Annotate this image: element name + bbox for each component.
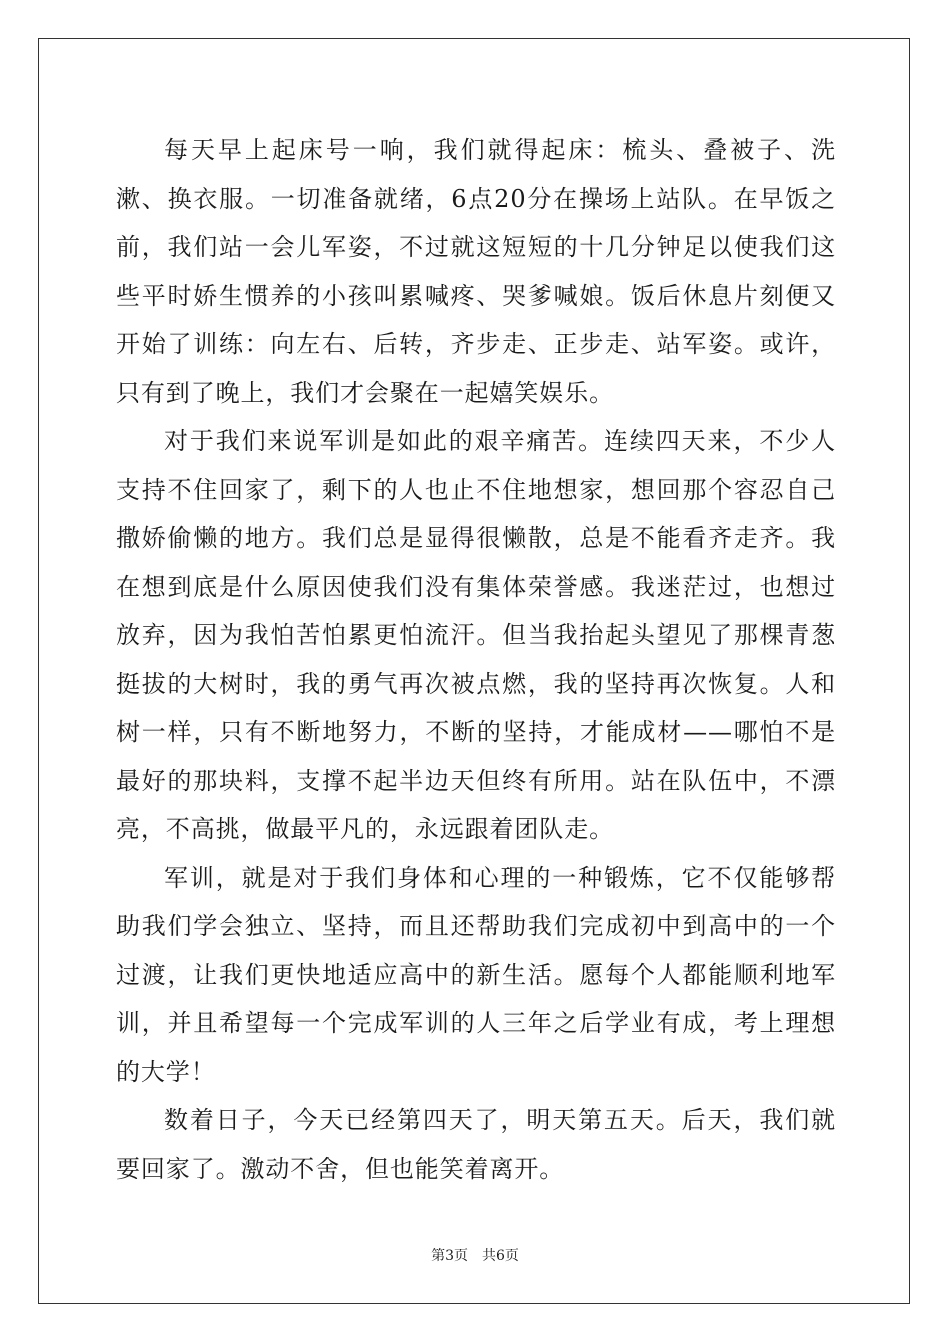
paragraph-4: 数着日子，今天已经第四天了，明天第五天。后天，我们就要回家了。激动不舍，但也能笑着离开。 [116,1106,836,1183]
page-number-footer: 第3页 共6页 [431,1248,519,1264]
paragraph-3: 军训，就是对于我们身体和心理的一种锻炼，它不仅能够帮助我们学会独立、坚持，而且还帮助我们完成初中到高中的一个过渡，让我们更快地适应高中的新生活。愿每个人都能顺利地军训，并且希望每一个完成军训的人三年之后学业有成，考上理想的大学！ [116,863,836,1086]
paragraph-1: 每天早上起床号一响，我们就得起床：梳头、叠被子、洗漱、换衣服。一切准备就绪，6点20分在操场上站队。在早饭之前，我们站一会儿军姿，不过就这短短的十几分钟足以使我们这些平时娇生惯养的小孩叫累喊疼、哭爹喊娘。饭后休息片刻便又开始了训练：向左右、后转，齐步走、正步走、站军姿。或许，只有到了晚上，我们才会聚在一起嬉笑娱乐。 [116,136,836,407]
paragraph-2: 对于我们来说军训是如此的艰辛痛苦。连续四天来，不少人支持不住回家了，剩下的人也止不住地想家，想回那个容忍自己撒娇偷懒的地方。我们总是显得很懒散，总是不能看齐走齐。我在想到底是什么原因使我们没有集体荣誉感。我迷茫过，也想过放弃，因为我怕苦怕累更怕流汗。但当我抬起头望见了那棵青葱挺拔的大树时，我的勇气再次被点燃，我的坚持再次恢复。人和树一样，只有不断地努力，不断的坚持，才能成材——哪怕不是最好的那块料，支撑不起半边天但终有所用。站在队伍中，不漂亮，不高挑，做最平凡的，永远跟着团队走。 [116,427,836,843]
document-body [116,126,836,1193]
